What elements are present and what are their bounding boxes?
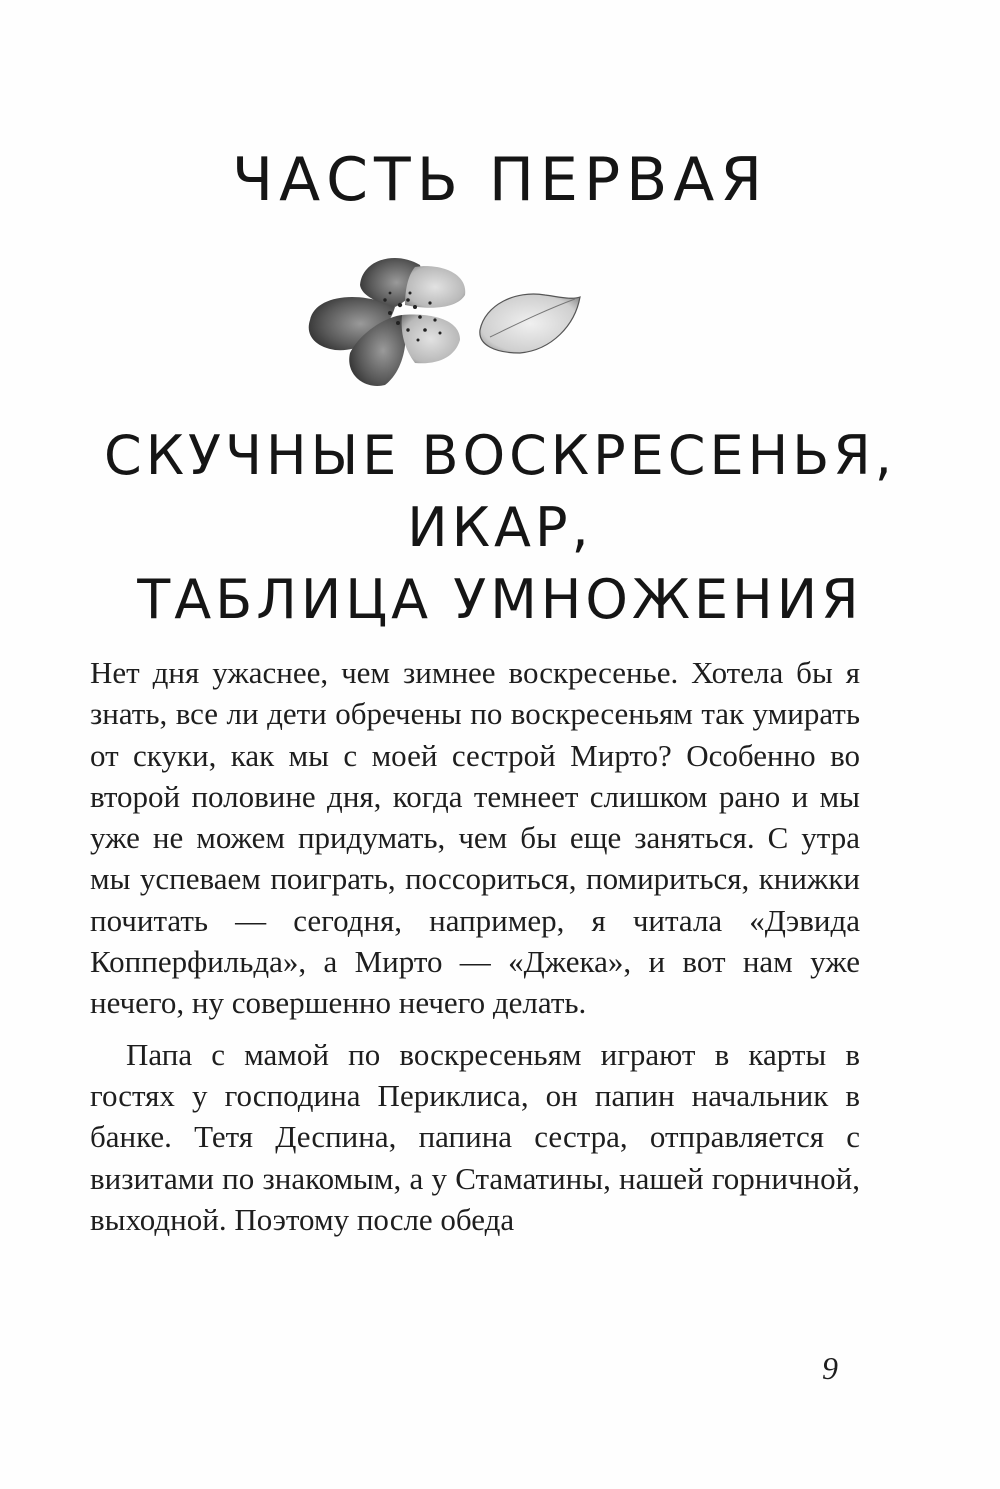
chapter-title-line-1: СКУЧНЫЕ ВОСКРЕСЕНЬЯ, [104, 424, 896, 487]
paragraph-2: Папа с мамой по воскресеньям играют в карты в гостях у господина Периклиса, он папин начальник в банке. Тетя Деспина, папина сестра, отправляется с визитами по знакомым, а у Стаматины, нашей горничной, выходной. Поэтому после обеда [90, 1036, 860, 1237]
page-number: 9 [822, 1350, 838, 1386]
part-title: ЧАСТЬ ПЕРВАЯ [231, 145, 769, 215]
chapter-title [0, 420, 1000, 636]
body-text [90, 652, 860, 1240]
flower-and-leaf-ink-illustration [290, 245, 590, 405]
chapter-title-line-3: ТАБЛИЦА УМНОЖЕНИЯ [137, 568, 863, 631]
paragraph-1: Нет дня ужаснее, чем зимнее воскресенье. Хотела бы я знать, все ли дети обречены по воскресеньям так умирать от скуки, как мы с моей сестрой Мирто? Особенно во второй половине дня, когда темнеет слишком рано и мы уже не можем придумать, чем бы еще заняться. С утра мы успеваем поиграть, поссориться, помириться, книжки почитать — сегодня, например, я читала «Дэвида Копперфильда», а Мирто — «Джека», и вот нам уже нечего, ну совершенно нечего делать. [90, 655, 860, 1021]
chapter-title-line-2: ИКАР, [407, 496, 593, 559]
